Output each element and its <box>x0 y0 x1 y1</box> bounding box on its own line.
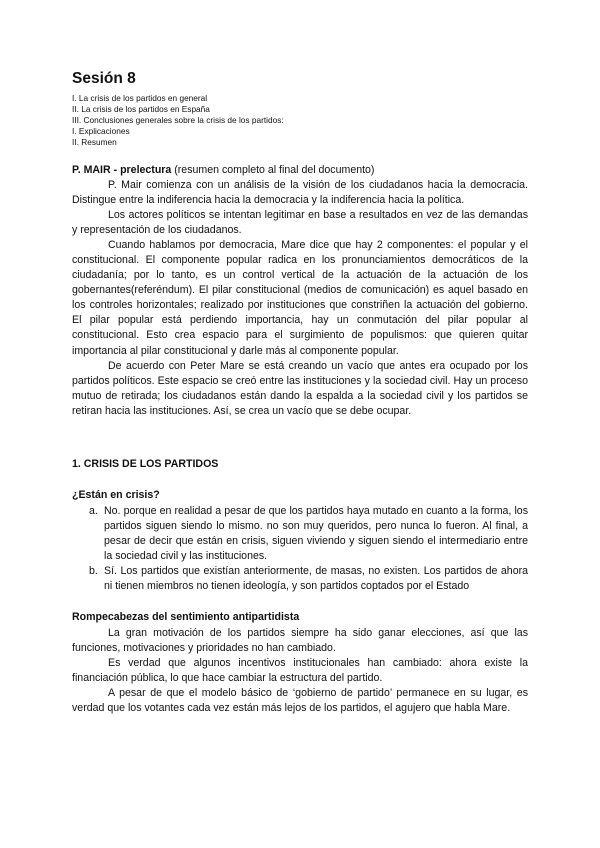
paragraph: Es verdad que algunos incentivos institucionales han cambiado: ahora existe la financiación pública, lo que hace cambiar la estructura del partido. <box>72 657 528 685</box>
outline-item: I. La crisis de los partidos en general <box>72 93 208 103</box>
mair-note: (resumen completo al final del documento) <box>171 164 375 176</box>
list-item-text: No. porque en realidad a pesar de que los partidos haya mutado en cuanto a la forma, los partidos siguen siendo lo mismo. no son muy queridos, pero nunca lo fueron. Al final, a pesar de decir que están en crisis, siguen viviendo y siguen siendo el intermediario entre la sociedad civil y las instituciones. <box>104 504 528 562</box>
list-item <box>89 504 528 564</box>
mair-separator: - <box>110 164 121 176</box>
paragraph: Los actores políticos se intentan legitimar en base a resultados en vez de las demandas y representación de los ciudadanos. <box>72 209 528 237</box>
outline-item: II. La crisis de los partidos en España <box>72 104 210 114</box>
paragraph: Cuando hablamos por democracia, Mare dice que hay 2 componentes: el popular y el constitucional. El componente popular radica en los pronunciamientos democráticos de la ciudadanía; por lo tanto, es un control vertical de la actuación de la actuación de los gobernantes(referéndum). El pilar constitucional (medios de comunicación) es aquel basado en los controles horizontales; realizado por instituciones que constriñen la actuación del gobierno. El pilar popular está perdiendo importancia, hay un conmutación del pilar popular al constitucional. Esto crea espacio para el surgimiento de populismos: que quieren quitar importancia al pilar constitucional y darle más al componente popular. <box>72 239 528 357</box>
mair-name: P. MAIR <box>72 164 111 176</box>
mair-section <box>72 163 528 419</box>
session-outline <box>72 93 528 148</box>
question-heading: ¿Están en crisis? <box>72 488 160 501</box>
paragraph: A pesar de que el modelo básico de ‘gobierno de partido’ permanece en su lugar, es verdad que los votantes cada vez están más lejos de los partidos, el agujero que habla Mare. <box>72 687 528 715</box>
outline-subitem: II. Resumen <box>72 137 117 147</box>
subsection-heading: Rompecabezas del sentimiento antipartidista <box>72 611 300 624</box>
section-heading: 1. CRISIS DE LOS PARTIDOS <box>72 457 219 470</box>
list-item <box>89 564 528 594</box>
answer-list <box>72 504 528 594</box>
page-title: Sesión 8 <box>72 70 136 87</box>
paragraph: La gran motivación de los partidos siempre ha sido ganar elecciones, así que las funciones, motivaciones y prioridades no han cambiado. <box>72 627 528 655</box>
list-item-text: Sí. Los partidos que existían anteriormente, de masas, no existen. Los partidos de ahora ni tienen miembros no tienen ideología, y son partidos coptados por el Estado <box>104 564 528 592</box>
list-marker: a. <box>89 504 98 517</box>
paragraph: De acuerdo con Peter Mare se está creando un vacío que antes era ocupado por los partidos políticos. Este espacio se creó entre las instituciones y la sociedad civil. Hay un proceso mutuo de retirada; los ciudadanos están dando la espalda a la sociedad civil y los partidos se retiran hacia las instituciones. Así, se crea un vacío que se debe ocupar. <box>72 359 528 417</box>
document-page <box>72 70 528 716</box>
outline-item: III. Conclusiones generales sobre la crisis de los partidos: <box>72 115 284 125</box>
mair-label: prelectura <box>120 164 172 176</box>
outline-subitem: I. Explicaciones <box>72 126 130 136</box>
list-marker: b. <box>89 564 98 577</box>
paragraph: P. Mair comienza con un análisis de la visión de los ciudadanos hacia la democracia. Distingue entre la indiferencia hacia la democracia y la indiferencia hacia la política. <box>72 179 528 207</box>
mair-heading <box>72 163 528 178</box>
